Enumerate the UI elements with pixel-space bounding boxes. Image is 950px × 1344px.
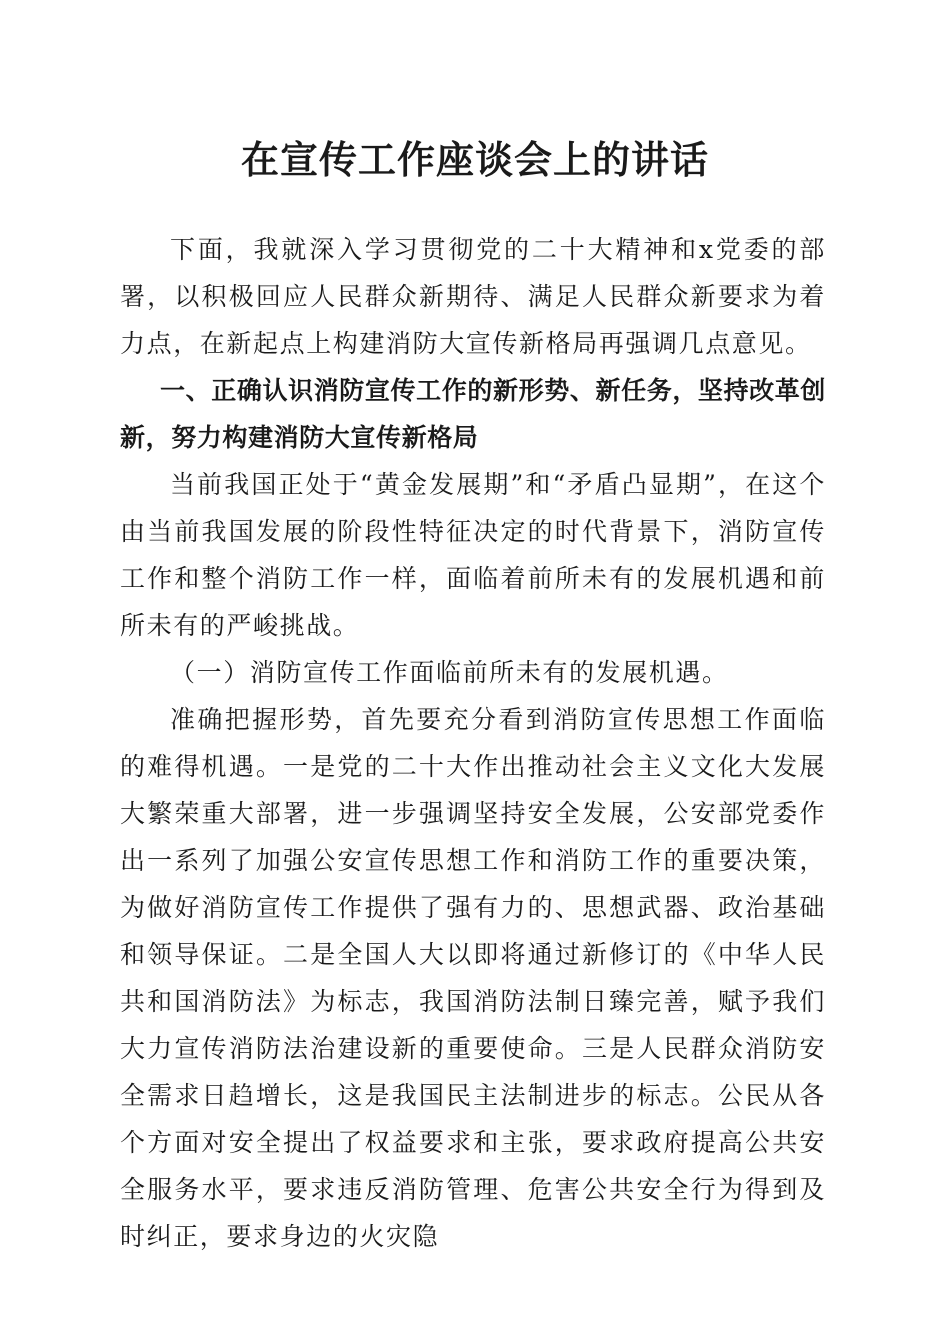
intro-paragraph: 下面，我就深入学习贯彻党的二十大精神和x党委的部署，以积极回应人民群众新期待、满足人民群众新要求为着力点，在新起点上构建消防大宣传新格局再强调几点意见。 xyxy=(120,235,826,358)
document-body xyxy=(120,226,826,1260)
document-title: 在宣传工作座谈会上的讲话 xyxy=(240,137,709,182)
section-1-heading: 一、正确认识消防宣传工作的新形势、新任务，坚持改革创新，努力构建消防大宣传新格局 xyxy=(120,376,826,452)
subsection-1-paragraph: 准确把握形势，首先要充分看到消防宣传思想工作面临的难得机遇。一是党的二十大作出推动社会主义文化大发展大繁荣重大部署，进一步强调坚持安全发展，公安部党委作出一系列了加强公安宣传思想工作和消防工作的重要决策，为做好消防宣传工作提供了强有力的、思想武器、政治基础和领导保证。二是全国人大以即将通过新修订的《中华人民共和国消防法》为标志，我国消防法制日臻完善，赋予我们大力宣传消防法治建设新的重要使命。三是人民群众消防安全需求日趋增长，这是我国民主法制进步的标志。公民从各个方面对安全提出了权益要求和主张，要求政府提高公共安全服务水平，要求违反消防管理、危害公共安全行为得到及时纠正，要求身边的火灾隐 xyxy=(120,705,826,1251)
subsection-1-heading: （一）消防宣传工作面临前所未有的发展机遇。 xyxy=(170,658,729,687)
section-1-paragraph: 当前我国正处于“黄金发展期”和“矛盾凸显期”，在这个由当前我国发展的阶段性特征决定的时代背景下，消防宣传工作和整个消防工作一样，面临着前所未有的发展机遇和前所未有的严峻挑战。 xyxy=(120,470,826,640)
